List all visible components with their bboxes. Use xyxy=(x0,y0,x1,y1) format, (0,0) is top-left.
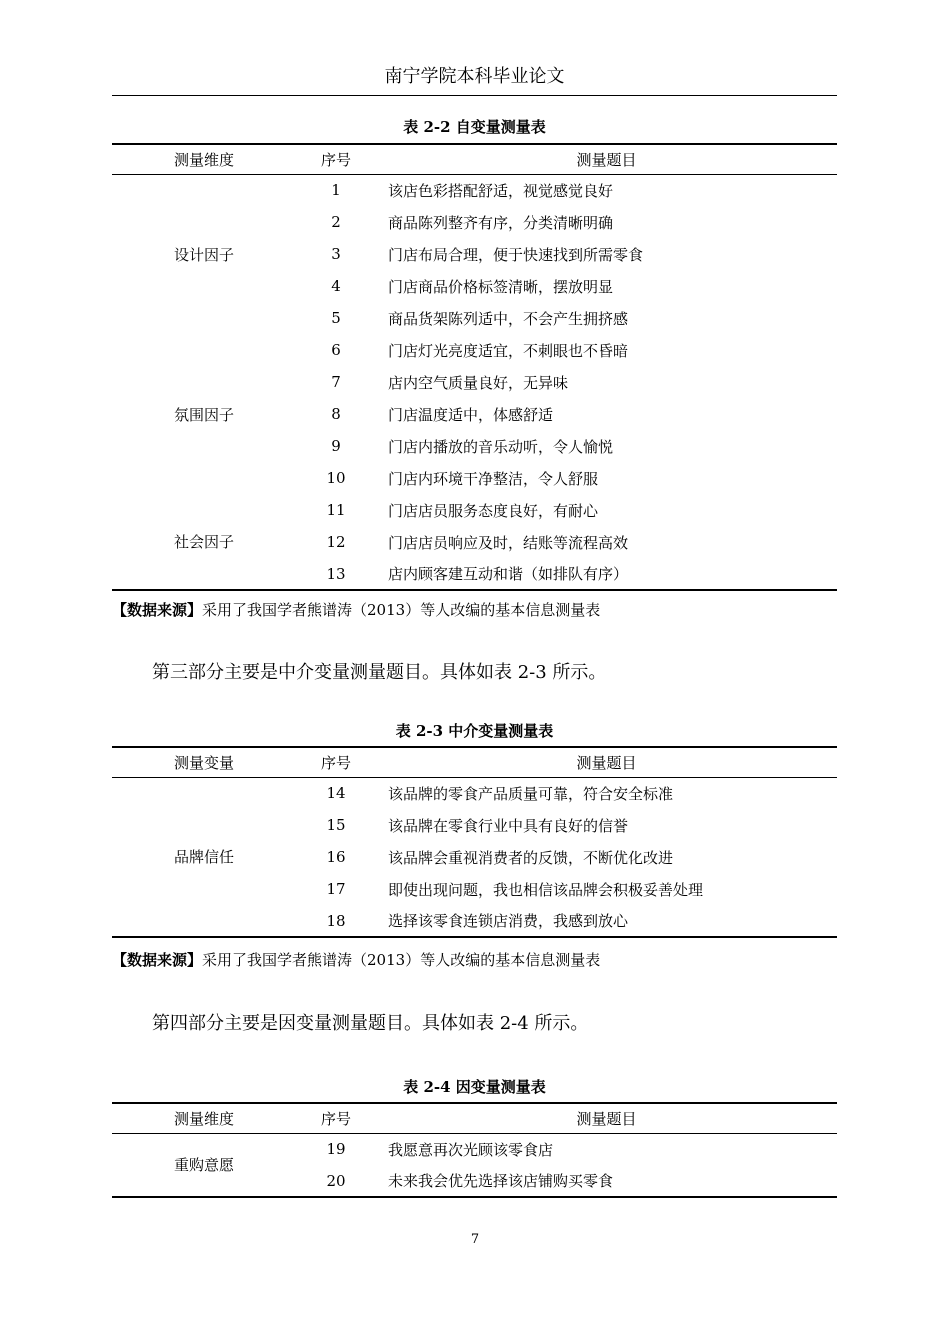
header-rule xyxy=(112,95,837,96)
item-cell: 门店店员服务态度良好，有耐心 xyxy=(388,501,599,520)
dimension-cell: 品牌信任 xyxy=(173,848,234,867)
number-cell: 19 xyxy=(326,1140,346,1159)
item-cell: 该品牌的零食产品质量可靠，符合安全标准 xyxy=(388,784,674,803)
item-cell: 门店内播放的音乐动听，令人愉悦 xyxy=(388,437,614,456)
item-cell: 该品牌会重视消费者的反馈，不断优化改进 xyxy=(388,848,674,867)
source-label: 【数据来源】 xyxy=(112,951,203,969)
number-cell: 3 xyxy=(331,245,341,263)
header-dimension: 测量维度 xyxy=(112,144,296,174)
header-item: 测量题目 xyxy=(376,1103,837,1133)
item-cell: 门店灯光亮度适宜，不刺眼也不昏暗 xyxy=(388,341,629,360)
page-header: 南宁学院本科毕业论文 xyxy=(384,66,565,87)
item-cell: 选择该零食连锁店消费，我感到放心 xyxy=(388,912,629,930)
item-cell: 商品陈列整齐有序，分类清晰明确 xyxy=(388,213,614,232)
table-row xyxy=(112,494,837,526)
item-cell: 我愿意再次光顾该零食店 xyxy=(388,1140,554,1159)
item-cell: 店内顾客建互动和谐（如排队有序） xyxy=(388,565,629,583)
table-row xyxy=(112,174,837,206)
paragraph-part-four: 第四部分主要是因变量测量题目。具体如表 2-4 所示。 xyxy=(152,1013,589,1034)
item-cell: 商品货架陈列适中，不会产生拥挤感 xyxy=(388,309,629,328)
table-2-3-caption: 表 2-3 中介变量测量表 xyxy=(395,722,554,740)
table-2-4-caption: 表 2-4 因变量测量表 xyxy=(403,1078,546,1096)
number-cell: 12 xyxy=(326,533,346,551)
header-number: 序号 xyxy=(296,747,376,777)
item-cell: 该品牌在零食行业中具有良好的信誉 xyxy=(388,816,629,835)
header-dimension: 测量维度 xyxy=(112,1103,296,1133)
item-cell: 门店店员响应及时，结账等流程高效 xyxy=(388,533,629,552)
number-cell: 6 xyxy=(331,341,341,359)
item-cell: 门店温度适中，体感舒适 xyxy=(388,405,554,424)
header-item: 测量题目 xyxy=(376,747,837,777)
table-2-4 xyxy=(112,1102,837,1198)
header-variable: 测量变量 xyxy=(112,747,296,777)
table-2-3 xyxy=(112,746,837,938)
table-row xyxy=(112,1133,837,1165)
number-cell: 15 xyxy=(326,816,346,834)
header-item: 测量题目 xyxy=(376,144,837,174)
number-cell: 1 xyxy=(331,181,341,200)
number-cell: 14 xyxy=(326,784,346,803)
item-cell: 即使出现问题，我也相信该品牌会积极妥善处理 xyxy=(388,880,704,899)
number-cell: 18 xyxy=(326,911,346,930)
table-row xyxy=(112,777,837,809)
item-cell: 未来我会优先选择该店铺购买零食 xyxy=(388,1172,614,1190)
table-2-2-caption: 表 2-2 自变量测量表 xyxy=(403,118,546,136)
table-2-3-source xyxy=(112,950,600,970)
dimension-cell: 重购意愿 xyxy=(173,1156,234,1175)
header-number: 序号 xyxy=(296,1103,376,1133)
item-cell: 门店商品价格标签清晰，摆放明显 xyxy=(388,277,614,296)
number-cell: 11 xyxy=(326,501,346,519)
number-cell: 7 xyxy=(331,373,341,391)
number-cell: 8 xyxy=(331,405,341,423)
item-cell: 该店色彩搭配舒适，视觉感觉良好 xyxy=(388,181,614,200)
number-cell: 10 xyxy=(326,469,346,487)
paragraph-part-three: 第三部分主要是中介变量测量题目。具体如表 2-3 所示。 xyxy=(152,662,607,683)
dimension-cell: 氛围因子 xyxy=(173,405,234,424)
item-cell: 店内空气质量良好，无异味 xyxy=(388,373,569,392)
source-label: 【数据来源】 xyxy=(112,601,203,619)
number-cell: 13 xyxy=(326,564,346,583)
table-row xyxy=(112,334,837,366)
source-text: 采用了我国学者熊谱涛（2013）等人改编的基本信息测量表 xyxy=(202,601,601,619)
number-cell: 2 xyxy=(331,213,341,231)
header-number: 序号 xyxy=(296,144,376,174)
table-2-2-source xyxy=(112,600,600,620)
number-cell: 4 xyxy=(331,277,341,295)
dimension-cell: 设计因子 xyxy=(173,245,234,264)
item-cell: 门店内环境干净整洁，令人舒服 xyxy=(388,469,599,488)
number-cell: 17 xyxy=(326,880,346,898)
page-number: 7 xyxy=(470,1232,480,1247)
table-2-2 xyxy=(112,143,837,591)
number-cell: 5 xyxy=(331,309,341,327)
number-cell: 20 xyxy=(326,1171,346,1190)
source-text: 采用了我国学者熊谱涛（2013）等人改编的基本信息测量表 xyxy=(202,951,601,969)
number-cell: 9 xyxy=(331,437,341,455)
item-cell: 门店布局合理，便于快速找到所需零食 xyxy=(388,245,644,264)
number-cell: 16 xyxy=(326,848,346,866)
dimension-cell: 社会因子 xyxy=(173,533,234,551)
